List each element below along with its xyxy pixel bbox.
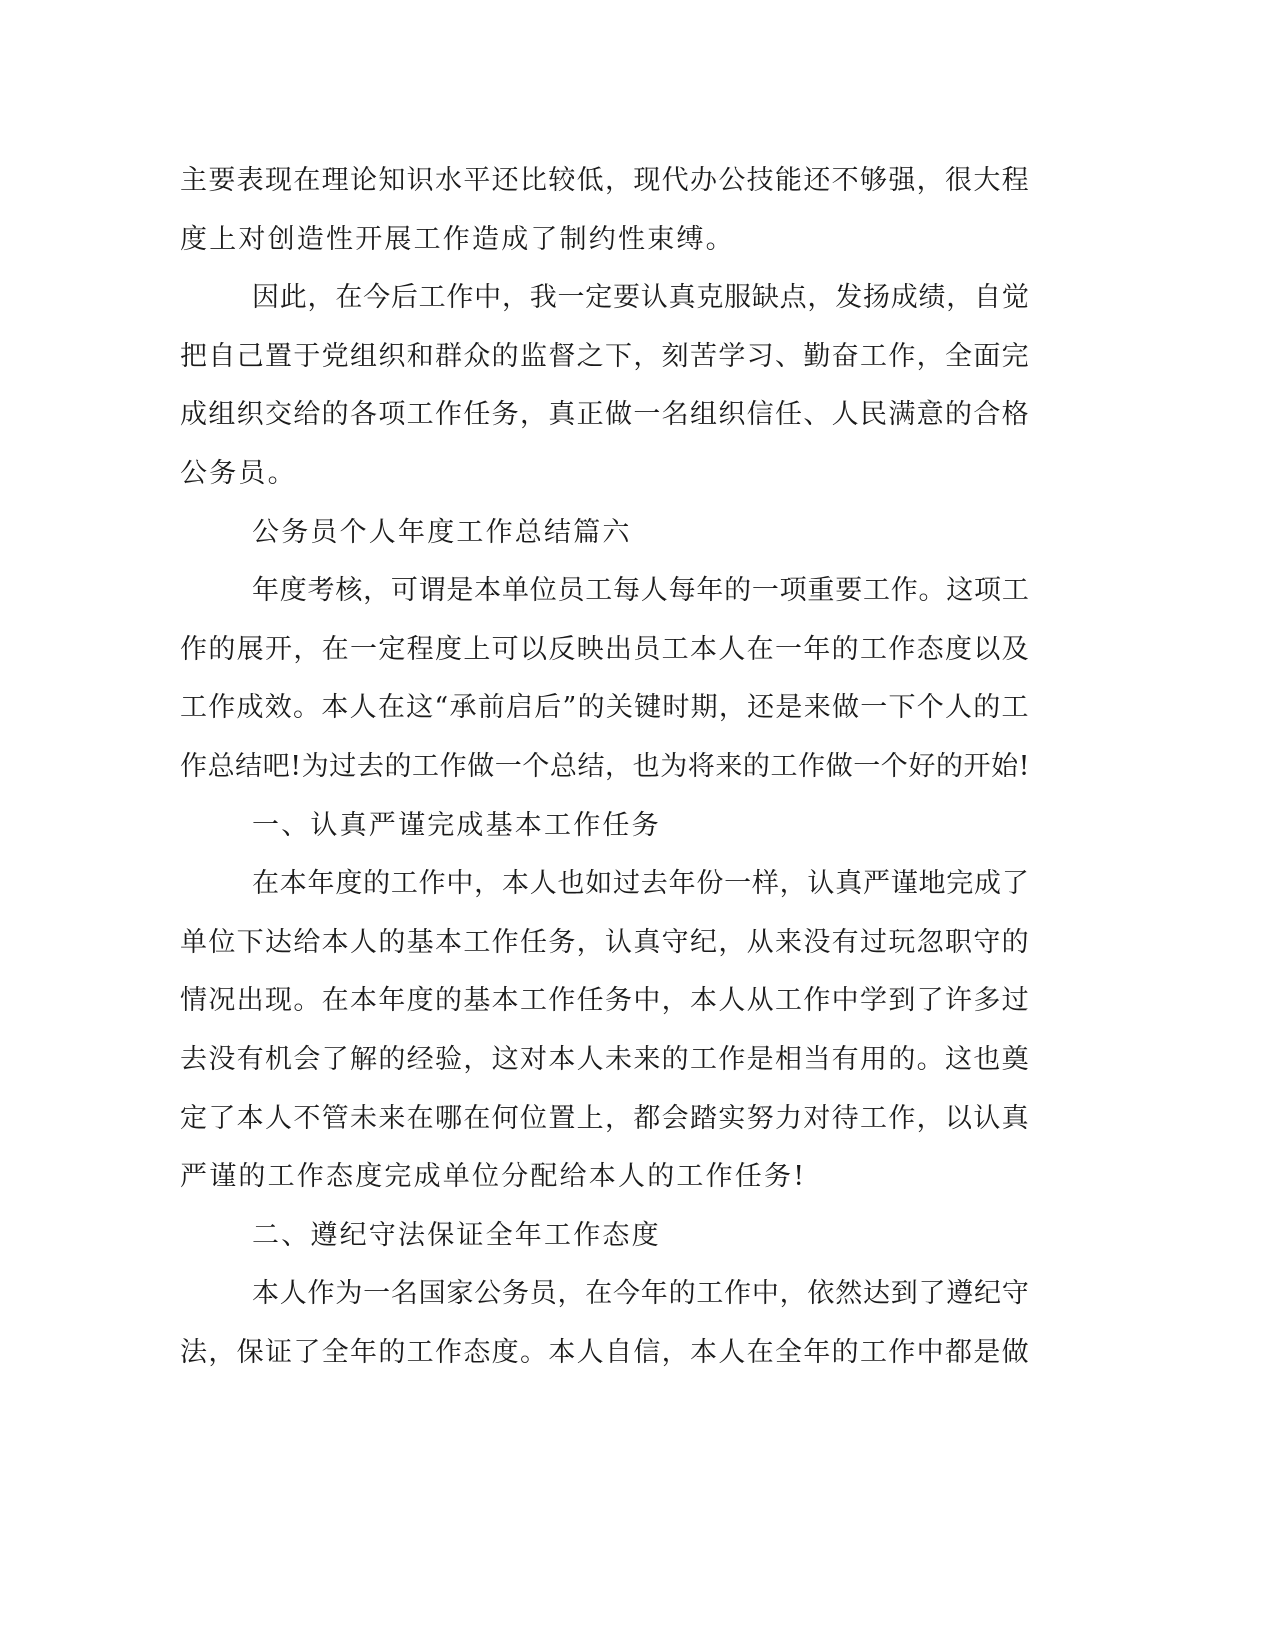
paragraph-line: 成组织交给的各项工作任务，真正做一名组织信任、人民满意的合格 <box>180 399 1030 430</box>
paragraph-line: 公务员。 <box>180 458 297 489</box>
paragraph-line: 度上对创造性开展工作造成了制约性束缚。 <box>180 224 735 255</box>
paragraph-line: 作总结吧!为过去的工作做一个总结，也为将来的工作做一个好的开始! <box>180 751 1031 782</box>
paragraph-line: 严谨的工作态度完成单位分配给本人的工作任务! <box>180 1161 807 1192</box>
paragraph-line: 主要表现在理论知识水平还比较低，现代办公技能还不够强，很大程 <box>180 165 1030 196</box>
paragraph-line: 法，保证了全年的工作态度。本人自信，本人在全年的工作中都是做 <box>180 1337 1030 1368</box>
paragraph-line: 因此，在今后工作中，我一定要认真克服缺点，发扬成绩，自觉 <box>252 282 1030 313</box>
paragraph-line: 去没有机会了解的经验，这对本人未来的工作是相当有用的。这也奠 <box>180 1044 1030 1075</box>
section-heading: 一、认真严谨完成基本工作任务 <box>252 810 661 841</box>
paragraph-line: 作的展开，在一定程度上可以反映出员工本人在一年的工作态度以及 <box>180 634 1030 665</box>
paragraph-line: 情况出现。在本年度的基本工作任务中，本人从工作中学到了许多过 <box>180 985 1030 1016</box>
paragraph-line: 年度考核，可谓是本单位员工每人每年的一项重要工作。这项工 <box>252 575 1030 606</box>
section-heading: 公务员个人年度工作总结篇六 <box>252 517 632 548</box>
section-heading: 二、遵纪守法保证全年工作态度 <box>252 1220 661 1251</box>
paragraph-line: 把自己置于党组织和群众的监督之下，刻苦学习、勤奋工作，全面完 <box>180 341 1030 372</box>
paragraph-line: 单位下达给本人的基本工作任务，认真守纪，从来没有过玩忽职守的 <box>180 927 1030 958</box>
paragraph-line: 定了本人不管未来在哪在何位置上，都会踏实努力对待工作，以认真 <box>180 1103 1030 1134</box>
paragraph-line: 在本年度的工作中，本人也如过去年份一样，认真严谨地完成了 <box>252 868 1030 899</box>
paragraph-line: 工作成效。本人在这“承前启后”的关键时期，还是来做一下个人的工 <box>180 692 1030 723</box>
paragraph-line: 本人作为一名国家公务员，在今年的工作中，依然达到了遵纪守 <box>252 1278 1030 1309</box>
